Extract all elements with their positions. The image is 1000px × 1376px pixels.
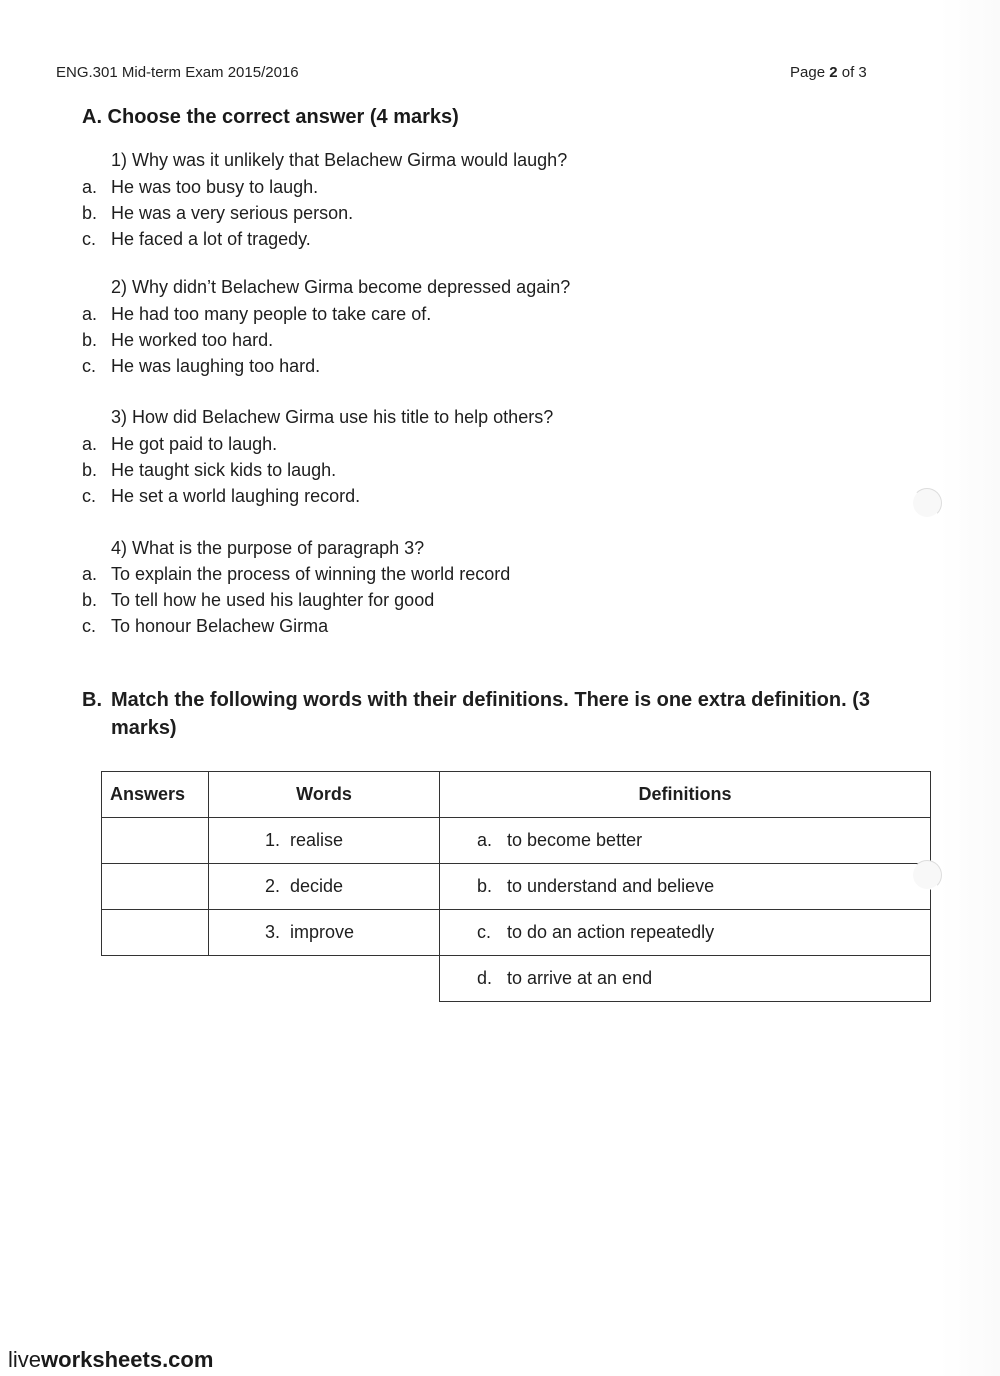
answer-cell-1[interactable] — [102, 818, 209, 864]
table-row — [102, 910, 931, 956]
question-2: 2) Why didn’t Belachew Girma become depressed again? — [111, 277, 571, 297]
question-1-option-a[interactable]: a. He was too busy to laugh. — [82, 177, 319, 197]
table-row — [102, 864, 931, 910]
table-row — [102, 956, 931, 1002]
question-4-option-a[interactable]: a. To explain the process of winning the world record — [82, 564, 511, 584]
question-3-option-b[interactable]: b. He taught sick kids to laugh. — [82, 460, 337, 480]
question-2-option-b[interactable]: b. He worked too hard. — [82, 330, 274, 350]
table-header-row — [102, 772, 931, 818]
definition-cell: b. to understand and believe — [440, 864, 931, 910]
question-2-option-c[interactable]: c. He was laughing too hard. — [82, 356, 321, 376]
matching-table — [101, 771, 931, 1002]
section-b-title: B. Match the following words with their definitions. There is one extra definition. (3 marks) — [82, 689, 870, 739]
table-row — [102, 818, 931, 864]
header-answers: Answers — [102, 772, 209, 818]
answer-cell-2[interactable] — [102, 864, 209, 910]
question-1: 1) Why was it unlikely that Belachew Girma would laugh? — [111, 150, 568, 170]
question-4: 4) What is the purpose of paragraph 3? — [111, 538, 425, 558]
section-a-title: A. Choose the correct answer (4 marks) — [82, 106, 459, 128]
question-3: 3) How did Belachew Girma use his title to help others? — [111, 407, 554, 427]
word-cell: 3. improve — [209, 910, 440, 956]
empty-cell — [209, 956, 440, 1002]
definition-cell: c. to do an action repeatedly — [440, 910, 931, 956]
question-4-option-b[interactable]: b. To tell how he used his laughter for good — [82, 590, 435, 610]
question-3-option-a[interactable]: a. He got paid to laugh. — [82, 434, 278, 454]
exam-header: ENG.301 Mid-term Exam 2015/2016 — [56, 64, 299, 81]
word-cell: 1. realise — [209, 818, 440, 864]
definition-cell: d. to arrive at an end — [440, 956, 931, 1002]
question-4-option-c[interactable]: c. To honour Belachew Girma — [82, 616, 329, 636]
question-1-option-b[interactable]: b. He was a very serious person. — [82, 203, 354, 223]
word-cell: 2. decide — [209, 864, 440, 910]
footer-watermark: liveworksheets.com — [8, 1347, 214, 1372]
answer-cell-3[interactable] — [102, 910, 209, 956]
punch-hole — [912, 860, 942, 890]
definition-cell: a. to become better — [440, 818, 931, 864]
empty-cell — [102, 956, 209, 1002]
header-definitions: Definitions — [440, 772, 931, 818]
question-2-option-a[interactable]: a. He had too many people to take care of. — [82, 304, 432, 324]
question-1-option-c[interactable]: c. He faced a lot of tragedy. — [82, 229, 311, 249]
header-words: Words — [209, 772, 440, 818]
punch-hole — [912, 488, 942, 518]
scan-edge — [940, 0, 1000, 1376]
question-3-option-c[interactable]: c. He set a world laughing record. — [82, 486, 361, 506]
page-number: Page 2 of 3 — [790, 64, 867, 81]
